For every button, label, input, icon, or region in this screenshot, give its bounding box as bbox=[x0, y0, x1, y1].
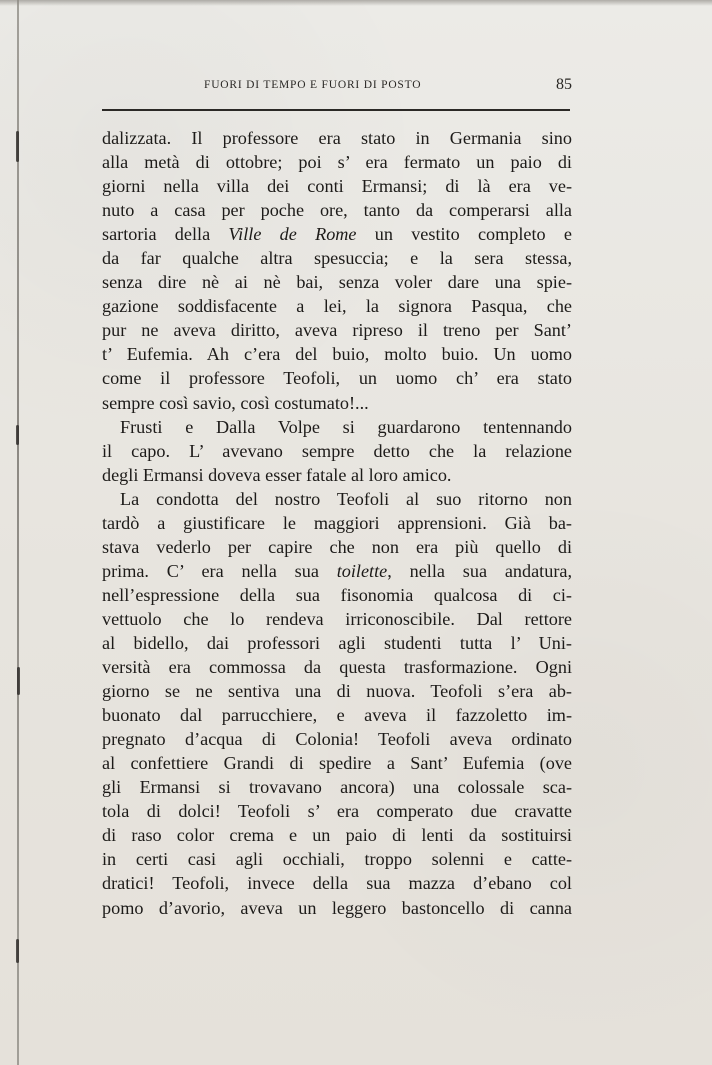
text-line: nuto a casa per poche ore, tanto da comperarsi alla bbox=[102, 200, 572, 221]
text-segment: un vestito completo e bbox=[356, 224, 572, 245]
text-line: tardò a giustificare le maggiori apprensioni. Già ba- bbox=[102, 512, 572, 533]
margin-mark bbox=[16, 425, 19, 445]
text-line: dalizzata. Il professore era stato in Germania sino bbox=[102, 128, 572, 148]
text-line: al confettiere Grandi di spedire a Sant’ Eufemia (ove bbox=[102, 753, 572, 774]
text-segment: sartoria della bbox=[102, 224, 229, 245]
text-line: vettuolo che lo rendeva irriconoscibile. Dal rettore bbox=[102, 608, 572, 629]
text-segment: prima. C’ era nella sua bbox=[102, 560, 337, 581]
text-segment: , nella sua andatura, bbox=[387, 560, 572, 581]
text-line: alla metà di ottobre; poi s’ era fermato un paio di bbox=[102, 152, 572, 173]
text-line: t’ Eufemia. Ah c’era del buio, molto buio. Un uomo bbox=[102, 344, 572, 365]
text-line: dratici! Teofoli, invece della sua mazza d’ebano col bbox=[102, 873, 572, 894]
text-line: tola di dolci! Teofoli s’ era comperato due cravatte bbox=[102, 801, 572, 822]
text-line: come il professore Teofoli, un uomo ch’ era stato bbox=[102, 368, 572, 389]
text-line: stava vederlo per capire che non era più quello di bbox=[102, 536, 572, 557]
margin-mark bbox=[16, 131, 19, 162]
text-line: di raso color crema e un paio di lenti da sostituirsi bbox=[102, 825, 572, 846]
text-line: Frusti e Dalla Volpe si guardarono tentennando bbox=[120, 416, 572, 437]
italic-segment: Ville de Rome bbox=[228, 224, 357, 245]
text-line: buonato dal parrucchiere, e aveva il fazzoletto im- bbox=[102, 705, 572, 726]
italic-segment: toilette bbox=[336, 560, 388, 581]
text-line: in certi casi agli occhiali, troppo solenni e catte- bbox=[102, 849, 572, 870]
text-line: gli Ermansi si trovavano ancora) una colossale sca- bbox=[102, 777, 572, 798]
page-header bbox=[102, 76, 572, 101]
text-line: pregnato d’acqua di Colonia! Teofoli aveva ordinato bbox=[102, 729, 572, 750]
text-line: senza dire nè ai nè bai, senza voler dare una spie- bbox=[102, 272, 572, 293]
text-line: versità era commossa da questa trasformazione. Ogni bbox=[102, 657, 572, 678]
text-line: La condotta del nostro Teofoli al suo ritorno non bbox=[120, 488, 572, 509]
text-line: nell’espressione della sua fisonomia qualcosa di ci- bbox=[102, 584, 572, 605]
text-line: da far qualche altra spesuccia; e la sera stessa, bbox=[102, 248, 572, 269]
page-number: 85 bbox=[556, 76, 572, 93]
body-text bbox=[102, 126, 572, 920]
text-line: gazione soddisfacente a lei, la signora Pasqua, che bbox=[102, 296, 572, 317]
text-line: giorni nella villa dei conti Ermansi; di là era ve- bbox=[102, 176, 572, 197]
page-top-shadow bbox=[0, 0, 712, 6]
running-title: FUORI DI TEMPO E FUORI DI POSTO bbox=[204, 79, 422, 91]
text-line: il capo. L’ avevano sempre detto che la relazione bbox=[102, 440, 572, 461]
text-line: al bidello, dai professori agli studenti tutta l’ Uni- bbox=[102, 632, 572, 653]
text-line: sempre così savio, così costumato!... bbox=[102, 392, 369, 413]
margin-mark bbox=[16, 939, 19, 963]
text-line: giorno se ne sentiva una di nuova. Teofoli s’era ab- bbox=[102, 681, 572, 702]
text-line: pur ne aveva diritto, aveva ripreso il treno per Sant’ bbox=[102, 320, 572, 341]
header-rule bbox=[102, 109, 570, 111]
text-line: degli Ermansi doveva esser fatale al loro amico. bbox=[102, 464, 452, 485]
text-line-italic-phrase bbox=[102, 559, 572, 583]
margin-mark bbox=[17, 667, 20, 695]
text-line-italic-phrase bbox=[102, 222, 572, 246]
text-line: pomo d’avorio, aveva un leggero bastoncello di canna bbox=[102, 897, 572, 918]
